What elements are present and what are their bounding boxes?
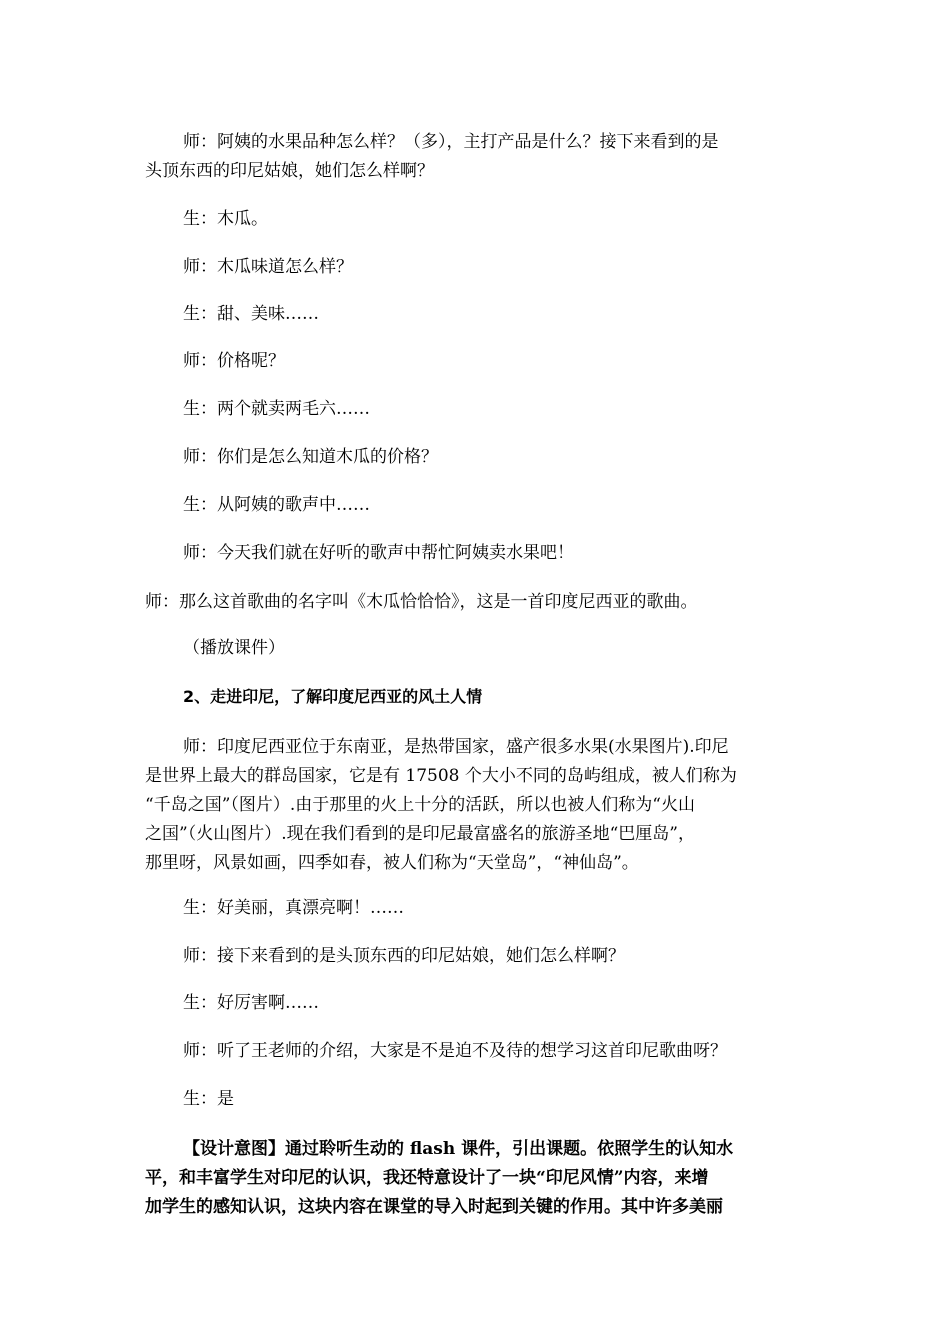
text-line: 之国”（火山图片）.现在我们看到的是印尼最富盛名的旅游圣地“巴厘岛”， — [145, 824, 695, 844]
text-line: 是世界上最大的群岛国家，它是有 17508 个大小不同的岛屿组成，被人们称为 — [145, 766, 737, 786]
dialogue-line: 师：接下来看到的是头顶东西的印尼姑娘，她们怎么样啊？ — [183, 946, 625, 966]
stage-note: （播放课件） — [183, 638, 285, 658]
dialogue-line: 生：好厉害啊…… — [183, 993, 319, 1013]
dialogue-line: 师：你们是怎么知道木瓜的价格？ — [183, 447, 438, 467]
dialogue-line: 师：木瓜味道怎么样？ — [183, 257, 353, 277]
dialogue-line: 生：两个就卖两毛六…… — [183, 399, 370, 419]
dialogue-line: 生：木瓜。 — [183, 209, 268, 229]
text-line: 那里呀，风景如画，四季如春，被人们称为“天堂岛”，“神仙岛”。 — [145, 853, 639, 873]
dialogue-line: 生：从阿姨的歌声中…… — [183, 495, 370, 515]
text-line: “千岛之国”（图片）.由于那里的火上十分的活跃，所以也被人们称为“火山 — [145, 795, 695, 815]
dialogue-line: 师：听了王老师的介绍，大家是不是迫不及待的想学习这首印尼歌曲呀？ — [183, 1041, 727, 1061]
design-intent-paragraph — [145, 1135, 805, 1222]
dialogue-paragraph-1 — [145, 128, 805, 186]
dialogue-line: 师：价格呢？ — [183, 351, 285, 371]
dialogue-line: 师：今天我们就在好听的歌声中帮忙阿姨卖水果吧！ — [183, 543, 574, 563]
dialogue-line: 师：那么这首歌曲的名字叫《木瓜恰恰恰》，这是一首印度尼西亚的歌曲。 — [145, 592, 698, 612]
text-line: 师：印度尼西亚位于东南亚，是热带国家，盛产很多水果(水果图片).印尼 — [183, 737, 729, 757]
dialogue-line: 生：甜、美味…… — [183, 304, 319, 324]
section-heading: 2、走进印尼，了解印度尼西亚的风土人情 — [183, 687, 483, 706]
text-line: 头顶东西的印尼姑娘，她们怎么样啊？ — [145, 161, 434, 181]
text-line: 加学生的感知认识，这块内容在课堂的导入时起到关键的作用。其中许多美丽 — [145, 1197, 723, 1217]
intro-paragraph — [145, 733, 805, 878]
dialogue-line: 生：好美丽，真漂亮啊！…… — [183, 898, 404, 918]
text-line: 平，和丰富学生对印尼的认识，我还特意设计了一块“印尼风情”内容，来增 — [145, 1168, 709, 1188]
text-line: 师：阿姨的水果品种怎么样？（多），主打产品是什么？接下来看到的是 — [183, 132, 719, 152]
dialogue-line: 生：是 — [183, 1089, 234, 1109]
text-line: 【设计意图】通过聆听生动的 flash 课件，引出课题。依照学生的认知水 — [183, 1139, 734, 1159]
